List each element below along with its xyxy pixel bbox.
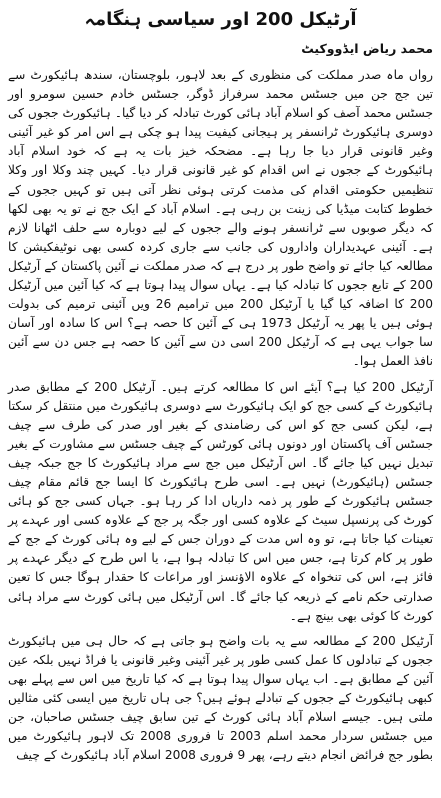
article-author: محمد ریاض ایڈووکیٹ	[301, 41, 433, 56]
article-paragraph-2: آرٹیکل 200 کیا ہے؟ آیئے اس کا مطالعہ کرتے ہیں۔ آرٹیکل 200 کے مطابق صدر ہائیکورٹ کے کسی جج کو ایک ہائیکورٹ سے دوسری ہائیکورٹ میں منتقل کر سکتا ہے، لیکن کسی جج کو اس کی رضامندی کے بغیر اور صدر کی طرف سے چیف جسٹس آف پاکستان اور دونوں ہائی کورٹس کے چیف جسٹس سے مشاورت کے بغیر تبدیل نہیں کیا جائے گا۔ اس آرٹیکل میں جج سے مراد ہائیکورٹ کا جج جبکہ چیف جسٹس (ہائیکورٹ) نہیں ہے۔ اسی طرح ہائیکورٹ کا ایسا جج قائم مقام چیف جسٹس ہائیکورٹ کے طور پر ذمہ داریاں ادا کر رہا ہو۔ جہاں کسی جج کو ہائی کورٹ کی پرنسپل سیٹ کے علاوہ کسی اور جگہ پر جج کے علاوہ کسی اور عہدے پر تعینات کیا جاتا ہے، تو وہ اس مدت کے دوران جس کے لیے وہ ہائی کورٹ کے جج کے طور پر کام کرتا ہے، جس میں اس کا تبادلہ ہوا ہے، یا اس طرح کے دیگر عہدے پر فائز ہے، اس کی تنخواہ کے علاوہ الاؤنسز اور مراعات کا حقدار ہوگا جس کا تعین صدارتی حکم نامے کے ذریعہ کیا جائے گا۔ اس آرٹیکل میں ہائی کورٹ سے مراد ہائی کورٹ کا کوئی بھی بینچ ہے۔	[8, 379, 433, 623]
article-title: آرٹیکل 200 اور سیاسی ہنگامہ	[84, 9, 357, 30]
article-paragraph-3: آرٹیکل 200 کے مطالعہ سے یہ بات واضح ہو جاتی ہے کہ حال ہی میں ہائیکورٹ ججوں کے تبادلوں کا عمل کسی طور پر غیر آئینی وغیر قانونی یا فراڈ نہیں بلکہ عین آئین کے مطابق ہے۔ اب یہاں سوال پیدا ہوتا ہے کہ کیا تاریخ میں اس سے پہلے بھی کبھی ہائیکورٹ کے ججوں کے تبادلے ہوئے ہیں؟ جی ہاں تاریخ میں ایسی کئی مثالیں ملتی ہیں۔ جیسے اسلام آباد ہائی کورٹ کے تین سابق چیف جسٹس صاحبان، جن میں جسٹس سردار محمد اسلم 2003 تا فروری 2008 تک لاہور ہائیکورٹ میں بطور جج فرائض انجام دیتے رہے، پھر 9 فروری 2008 اسلام آباد ہائیکورٹ کے چیف	[8, 633, 433, 763]
article-paragraph-1: رواں ماہ صدر مملکت کی منظوری کے بعد لاہور، بلوچستان، سندھ ہائیکورٹ سے تین جج جن میں جسٹس محمد سرفراز ڈوگر، جسٹس خادم حسین سومرو اور جسٹس محمد آصف کو اسلام آباد ہائی کورٹ تبادلہ کر دیا گیا۔ ہائیکورٹ ججوں کی دوسری ہائیکورٹ ٹرانسفر پر ہیجانی کیفیت پیدا ہو چکی ہے اس امر کو غیر آئینی وغیر قانونی قرار دیا جا رہا ہے۔ مضحکہ خیز بات یہ ہے کہ خود اسلام آباد ہائیکورٹ کے ججوں نے اس اقدام کو غیر قانونی قرار دیا۔ کہیں چند وکلا اور وکلا تنظیمیں حکومتی اقدام کی مذمت کرتی ہوئی نظر آتی ہیں تو کہیں ججوں کے خطوط کتابت میڈیا کی زینت بن رہی ہے۔ اسلام آباد کے ایک جج نے تو یہ بھی لکھا کہ دیگر صوبوں سے ٹرانسفر ہونے والے ججوں کے لیے دوبارہ سے حلف اٹھانا لازم ہے۔ آئینی عہدیداران واداروں کی جانب سے جاری کردہ کسی بھی نوٹیفکیشن کا مطالعہ کیا جائے تو واضح طور پر درج ہے کہ صدر مملکت نے آئین پاکستان کے آرٹیکل 200 کے تابع ججوں کا تبادلہ کیا ہے۔ یہاں سوال پیدا ہوتا ہے کہ کیا آئین میں آرٹیکل 200 کا اضافہ کیا گیا یا آرٹیکل 200 میں ترامیم 26 ویں آئینی ترمیم کی بدولت ہوئی ہیں یا پھر یہ آرٹیکل 1973 ہی کے آئین کا حصہ ہے؟ اس کا سادہ اور آسان سا جواب یہی ہے کہ آرٹیکل 200 اسی دن سے آئین کا حصہ ہے جس دن سے آئین نافذ العمل ہوا۔	[8, 68, 434, 369]
